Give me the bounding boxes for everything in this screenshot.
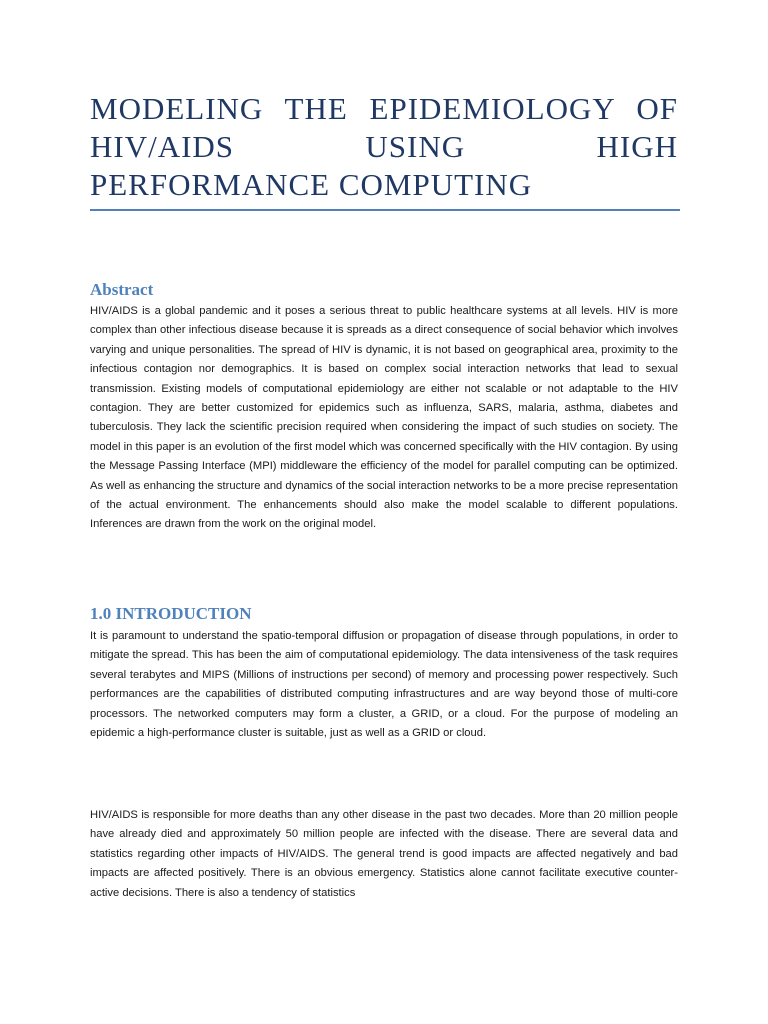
- paper-title: MODELING THE EPIDEMIOLOGY OF HIV/AIDS USING HIGH PERFORMANCE COMPUTING: [90, 91, 678, 202]
- abstract-heading: Abstract: [90, 280, 154, 299]
- abstract-paragraph: HIV/AIDS is a global pandemic and it poses a serious threat to public healthcare systems at all levels. HIV is more complex than other infectious disease because it is spreads as a direct consequence of social behavior which involves varying and unique personalities. The spread of HIV is dynamic, it is not based on geographical area, proximity to the infectious contagion nor demographics. It is based on complex social interaction networks that lead to sexual transmission. Existing models of computational epidemiology are either not scalable or not adaptable to the HIV contagion. They are better customized for epidemics such as influenza, SARS, malaria, asthma, diabetes and tuberculosis. They lack the scientific precision required when considering the impact of such studies on society. The model in this paper is an evolution of the first model which was concerned specifically with the HIV contagion. By using the Message Passing Interface (MPI) middleware the efficiency of the model for parallel computing can be optimized. As well as enhancing the structure and dynamics of the social interaction networks to be a more precise representation of the actual environment. The enhancements should also make the model scalable to different populations. Inferences are drawn from the work on the original model.: [90, 305, 678, 531]
- title-underline-divider: [90, 209, 680, 211]
- introduction-paragraph-2: HIV/AIDS is responsible for more deaths than any other disease in the past two decades. More than 20 million people have already died and approximately 50 million people are infected with the disease. There are several data and statistics regarding other impacts of HIV/AIDS. The general trend is good impacts are affected negatively and bad impacts are affected positively. There is an obvious emergency. Statistics alone cannot facilitate executive counter-active decisions. There is also a tendency of statistics: [90, 809, 678, 899]
- introduction-heading: 1.0 INTRODUCTION: [90, 604, 252, 623]
- introduction-paragraph-1: It is paramount to understand the spatio-temporal diffusion or propagation of disease through populations, in order to mitigate the spread. This has been the aim of computational epidemiology. The data intensiveness of the task requires several terabytes and MIPS (Millions of instructions per second) of memory and processing power respectively. Such performances are the capabilities of distributed computing infrastructures and are way beyond those of multi-core processors. The networked computers may form a cluster, a GRID, or a cloud. For the purpose of modeling an epidemic a high-performance cluster is suitable, just as well as a GRID or cloud.: [90, 630, 678, 740]
